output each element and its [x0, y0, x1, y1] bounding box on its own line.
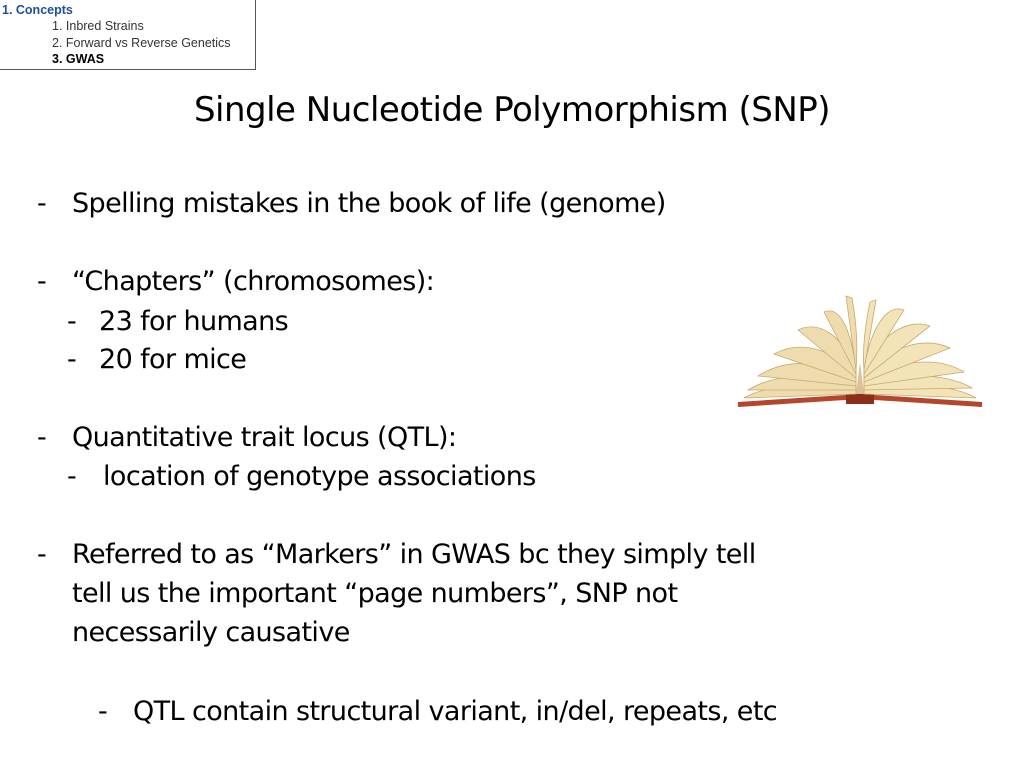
bullet-2b-text: 20 for mice: [99, 344, 247, 375]
outline-item-gwas[interactable]: 3. GWAS: [52, 52, 105, 66]
sub-bullet-dash: -: [67, 306, 77, 337]
sub-bullet-dash: -: [67, 344, 77, 375]
outline-panel: [0, 0, 256, 70]
bullet-2a-text: 23 for humans: [99, 306, 289, 337]
slide-title: Single Nucleotide Polymorphism (SNP): [193, 90, 831, 130]
bullet-2-text: “Chapters” (chromosomes):: [72, 266, 435, 297]
bullet-3a-text: location of genotype associations: [103, 461, 536, 492]
bullet-4-text-line-1: Referred to as “Markers” in GWAS bc they simply tell: [72, 539, 756, 570]
outline-section-concepts[interactable]: 1. Concepts: [2, 3, 73, 17]
outline-item-forward-reverse-genetics[interactable]: 2. Forward vs Reverse Genetics: [52, 36, 231, 50]
outline-item-inbred-strains[interactable]: 1. Inbred Strains: [52, 19, 144, 33]
bullet-1-text: Spelling mistakes in the book of life (genome): [72, 188, 666, 219]
bullet-dash: -: [37, 266, 47, 297]
bullet-dash: -: [37, 539, 47, 570]
bullet-4-text-line-2: tell us the important “page numbers”, SNP not: [72, 578, 678, 609]
bullet-5-text: QTL contain structural variant, in/del, repeats, etc: [133, 696, 778, 727]
sub-bullet-dash: -: [98, 696, 108, 727]
sub-bullet-dash: -: [67, 461, 77, 492]
bullet-dash: -: [37, 188, 47, 219]
bullet-dash: -: [37, 422, 47, 453]
bullet-4-text-line-3: necessarily causative: [72, 617, 350, 648]
open-book-icon: [734, 290, 986, 415]
bullet-3-text: Quantitative trait locus (QTL):: [72, 422, 457, 453]
